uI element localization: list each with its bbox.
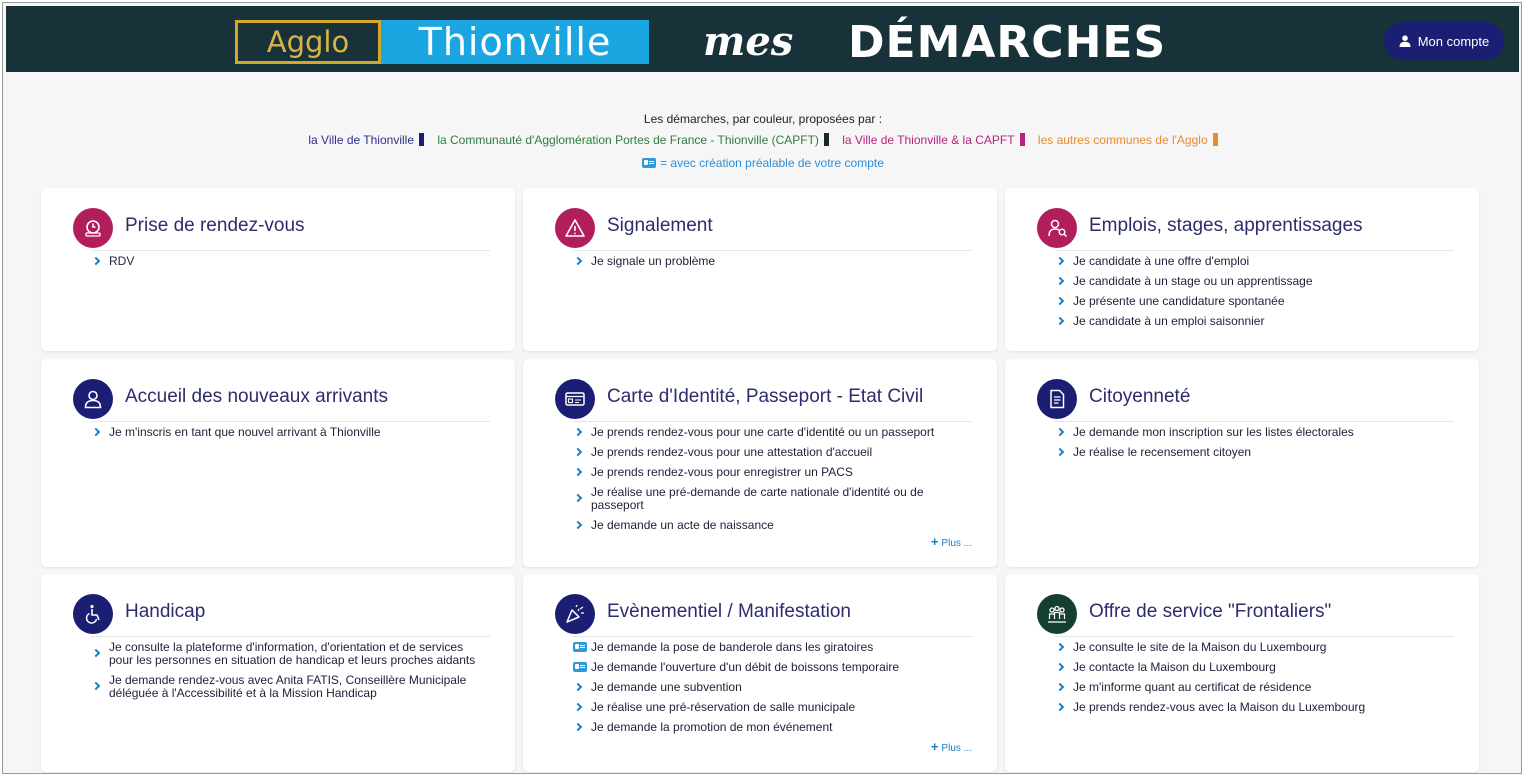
logo-agglo[interactable]: Agglo	[235, 20, 381, 64]
chevron-right-icon	[1056, 702, 1064, 710]
list-item-label: Je demande la promotion de mon événement	[591, 720, 833, 734]
list-item-label: Je demande une subvention	[591, 680, 742, 694]
account-card-icon	[642, 158, 656, 168]
link-list	[1055, 641, 1454, 721]
card-id-card	[523, 359, 997, 567]
logo-demarches: DÉMARCHES	[848, 17, 1167, 68]
list-item[interactable]	[1055, 641, 1454, 654]
legend-item-autres: les autres communes de l'Agglo	[1038, 133, 1218, 147]
list-item-label: Je prends rendez-vous pour une carte d'identité ou un passeport	[591, 425, 935, 439]
account-label: Mon compte	[1417, 33, 1490, 49]
link-list	[91, 255, 490, 275]
chevron-right-icon	[1056, 316, 1064, 324]
chevron-right-icon	[1056, 682, 1064, 690]
link-list	[91, 641, 490, 707]
link-list	[573, 641, 972, 741]
account-card-icon	[573, 642, 587, 652]
chevron-right-icon	[1056, 427, 1064, 435]
chevron-right-icon	[574, 467, 582, 475]
list-item[interactable]	[573, 641, 972, 654]
page	[2, 2, 1522, 774]
list-item-label: Je demande la pose de banderole dans les giratoires	[591, 640, 874, 654]
legend-account-note: = avec création préalable de votre compte	[3, 156, 1522, 170]
card-job-search	[1005, 188, 1479, 351]
clock-icon	[73, 208, 113, 248]
legend-item-ville: la Ville de Thionville	[308, 133, 424, 147]
card-title[interactable]: Carte d'Identité, Passeport - Etat Civil	[607, 386, 924, 407]
list-item[interactable]	[1055, 255, 1454, 268]
list-item[interactable]	[573, 519, 972, 532]
list-item[interactable]	[573, 426, 972, 439]
logo-mes: mes	[703, 18, 794, 65]
link-list	[1055, 255, 1454, 335]
list-item[interactable]	[1055, 295, 1454, 308]
chevron-right-icon	[574, 447, 582, 455]
wheelchair-icon	[73, 594, 113, 634]
link-list	[573, 426, 972, 539]
chevron-right-icon	[574, 427, 582, 435]
list-item[interactable]	[573, 681, 972, 694]
list-item-label: Je demande rendez-vous avec Anita FATIS, Conseillère Municipale déléguée à l'Accessibilité et à la Mission Handicap	[109, 673, 467, 700]
list-item-label: Je candidate à un emploi saisonnier	[1073, 314, 1265, 328]
chevron-right-icon	[1056, 296, 1064, 304]
divider	[1055, 250, 1454, 251]
list-item[interactable]	[573, 701, 972, 714]
list-item-label: Je réalise une pré-demande de carte nationale d'identité ou de passeport	[591, 485, 924, 512]
person-icon	[73, 379, 113, 419]
list-item[interactable]	[1055, 701, 1454, 714]
link-list	[573, 255, 972, 275]
legend-item-ville-capft: la Ville de Thionville & la CAPFT	[842, 133, 1024, 147]
card-title[interactable]: Handicap	[125, 601, 206, 622]
chevron-right-icon	[574, 722, 582, 730]
card-title[interactable]: Prise de rendez-vous	[125, 215, 305, 236]
chevron-right-icon	[574, 494, 582, 502]
list-item-label: Je candidate à une offre d'emploi	[1073, 254, 1250, 268]
more-link[interactable]: + Plus ...	[930, 739, 972, 754]
list-item-label: Je réalise une pré-réservation de salle municipale	[591, 700, 856, 714]
card-title[interactable]: Citoyenneté	[1089, 386, 1191, 407]
group-icon	[1037, 594, 1077, 634]
job-search-icon	[1037, 208, 1077, 248]
header-bar	[6, 6, 1519, 72]
divider	[573, 250, 972, 251]
list-item-label: Je candidate à un stage ou un apprentissage	[1073, 274, 1313, 288]
list-item[interactable]	[573, 446, 972, 459]
card-party	[523, 574, 997, 772]
list-item-label: Je consulte la plateforme d'information, d'orientation et de services pour les personnes en situation de handicap et leurs proches aidants	[109, 640, 476, 667]
chevron-right-icon	[1056, 642, 1064, 650]
list-item-label: Je consulte le site de la Maison du Luxembourg	[1073, 640, 1327, 654]
divider	[573, 421, 972, 422]
card-title[interactable]: Evènementiel / Manifestation	[607, 601, 851, 622]
chevron-right-icon	[92, 427, 100, 435]
chevron-right-icon	[1056, 276, 1064, 284]
list-item[interactable]	[91, 674, 490, 700]
divider	[1055, 636, 1454, 637]
link-list	[1055, 426, 1454, 466]
card-wheelchair	[41, 574, 515, 772]
legend-swatch	[1213, 133, 1218, 146]
chevron-right-icon	[574, 682, 582, 690]
party-icon	[555, 594, 595, 634]
list-item-label: Je signale un problème	[591, 254, 716, 268]
list-item[interactable]	[1055, 315, 1454, 328]
card-title[interactable]: Offre de service "Frontaliers"	[1089, 601, 1332, 622]
card-title[interactable]: Accueil des nouveaux arrivants	[125, 386, 388, 407]
card-clock	[41, 188, 515, 351]
legend-swatch	[1020, 133, 1025, 146]
list-item-label: Je prends rendez-vous pour enregistrer un PACS	[591, 465, 853, 479]
id-card-icon	[555, 379, 595, 419]
list-item-label: Je prends rendez-vous pour une attestation d'accueil	[591, 445, 873, 459]
chevron-right-icon	[92, 256, 100, 264]
chevron-right-icon	[92, 649, 100, 657]
list-item[interactable]	[573, 661, 972, 674]
list-item-label: Je contacte la Maison du Luxembourg	[1073, 660, 1276, 674]
plus-icon: +	[930, 534, 939, 549]
list-item[interactable]	[1055, 275, 1454, 288]
divider	[1055, 421, 1454, 422]
card-document	[1005, 359, 1479, 567]
account-button[interactable]	[1384, 22, 1504, 60]
chevron-right-icon	[1056, 256, 1064, 264]
divider	[573, 636, 972, 637]
divider	[91, 250, 490, 251]
list-item-label: Je demande l'ouverture d'un débit de boissons temporaire	[591, 660, 900, 674]
list-item[interactable]	[91, 255, 490, 268]
legend	[3, 133, 1522, 147]
list-item[interactable]	[91, 641, 490, 667]
chevron-right-icon	[574, 256, 582, 264]
warning-icon	[555, 208, 595, 248]
chevron-right-icon	[1056, 447, 1064, 455]
divider	[91, 421, 490, 422]
list-item-label: RDV	[109, 254, 135, 268]
list-item[interactable]	[573, 721, 972, 734]
account-card-icon	[573, 662, 587, 672]
list-item-label: Je demande mon inscription sur les listes électorales	[1073, 425, 1354, 439]
list-item-label: Je m'inscris en tant que nouvel arrivant à Thionville	[109, 425, 381, 439]
list-item[interactable]	[1055, 446, 1454, 459]
list-item[interactable]	[1055, 681, 1454, 694]
legend-swatch	[419, 133, 424, 146]
list-item[interactable]	[573, 486, 972, 512]
legend-intro: Les démarches, par couleur, proposées par :	[643, 112, 883, 126]
card-title[interactable]: Signalement	[607, 215, 713, 236]
chevron-right-icon	[1056, 662, 1064, 670]
legend-item-capft: la Communauté d'Agglomération Portes de France - Thionville (CAPFT)	[437, 133, 829, 147]
list-item[interactable]	[1055, 426, 1454, 439]
list-item-label: Je présente une candidature spontanée	[1073, 294, 1285, 308]
list-item[interactable]	[573, 466, 972, 479]
list-item-label: Je m'informe quant au certificat de résidence	[1073, 680, 1312, 694]
card-group	[1005, 574, 1479, 772]
chevron-right-icon	[574, 702, 582, 710]
document-icon	[1037, 379, 1077, 419]
list-item[interactable]	[1055, 661, 1454, 674]
card-warning	[523, 188, 997, 351]
logo-thionville[interactable]: Thionville	[381, 20, 649, 64]
list-item[interactable]	[573, 255, 972, 268]
list-item-label: Je réalise le recensement citoyen	[1073, 445, 1252, 459]
list-item-label: Je prends rendez-vous avec la Maison du Luxembourg	[1073, 700, 1366, 714]
card-person	[41, 359, 515, 567]
plus-icon: +	[930, 739, 939, 754]
card-title[interactable]: Emplois, stages, apprentissages	[1089, 215, 1363, 236]
divider	[91, 636, 490, 637]
more-link[interactable]: + Plus ...	[930, 534, 972, 549]
chevron-right-icon	[92, 682, 100, 690]
link-list	[91, 426, 490, 446]
legend-swatch	[824, 133, 829, 146]
user-icon	[1399, 35, 1411, 47]
list-item-label: Je demande un acte de naissance	[591, 518, 774, 532]
list-item[interactable]	[91, 426, 490, 439]
chevron-right-icon	[574, 520, 582, 528]
